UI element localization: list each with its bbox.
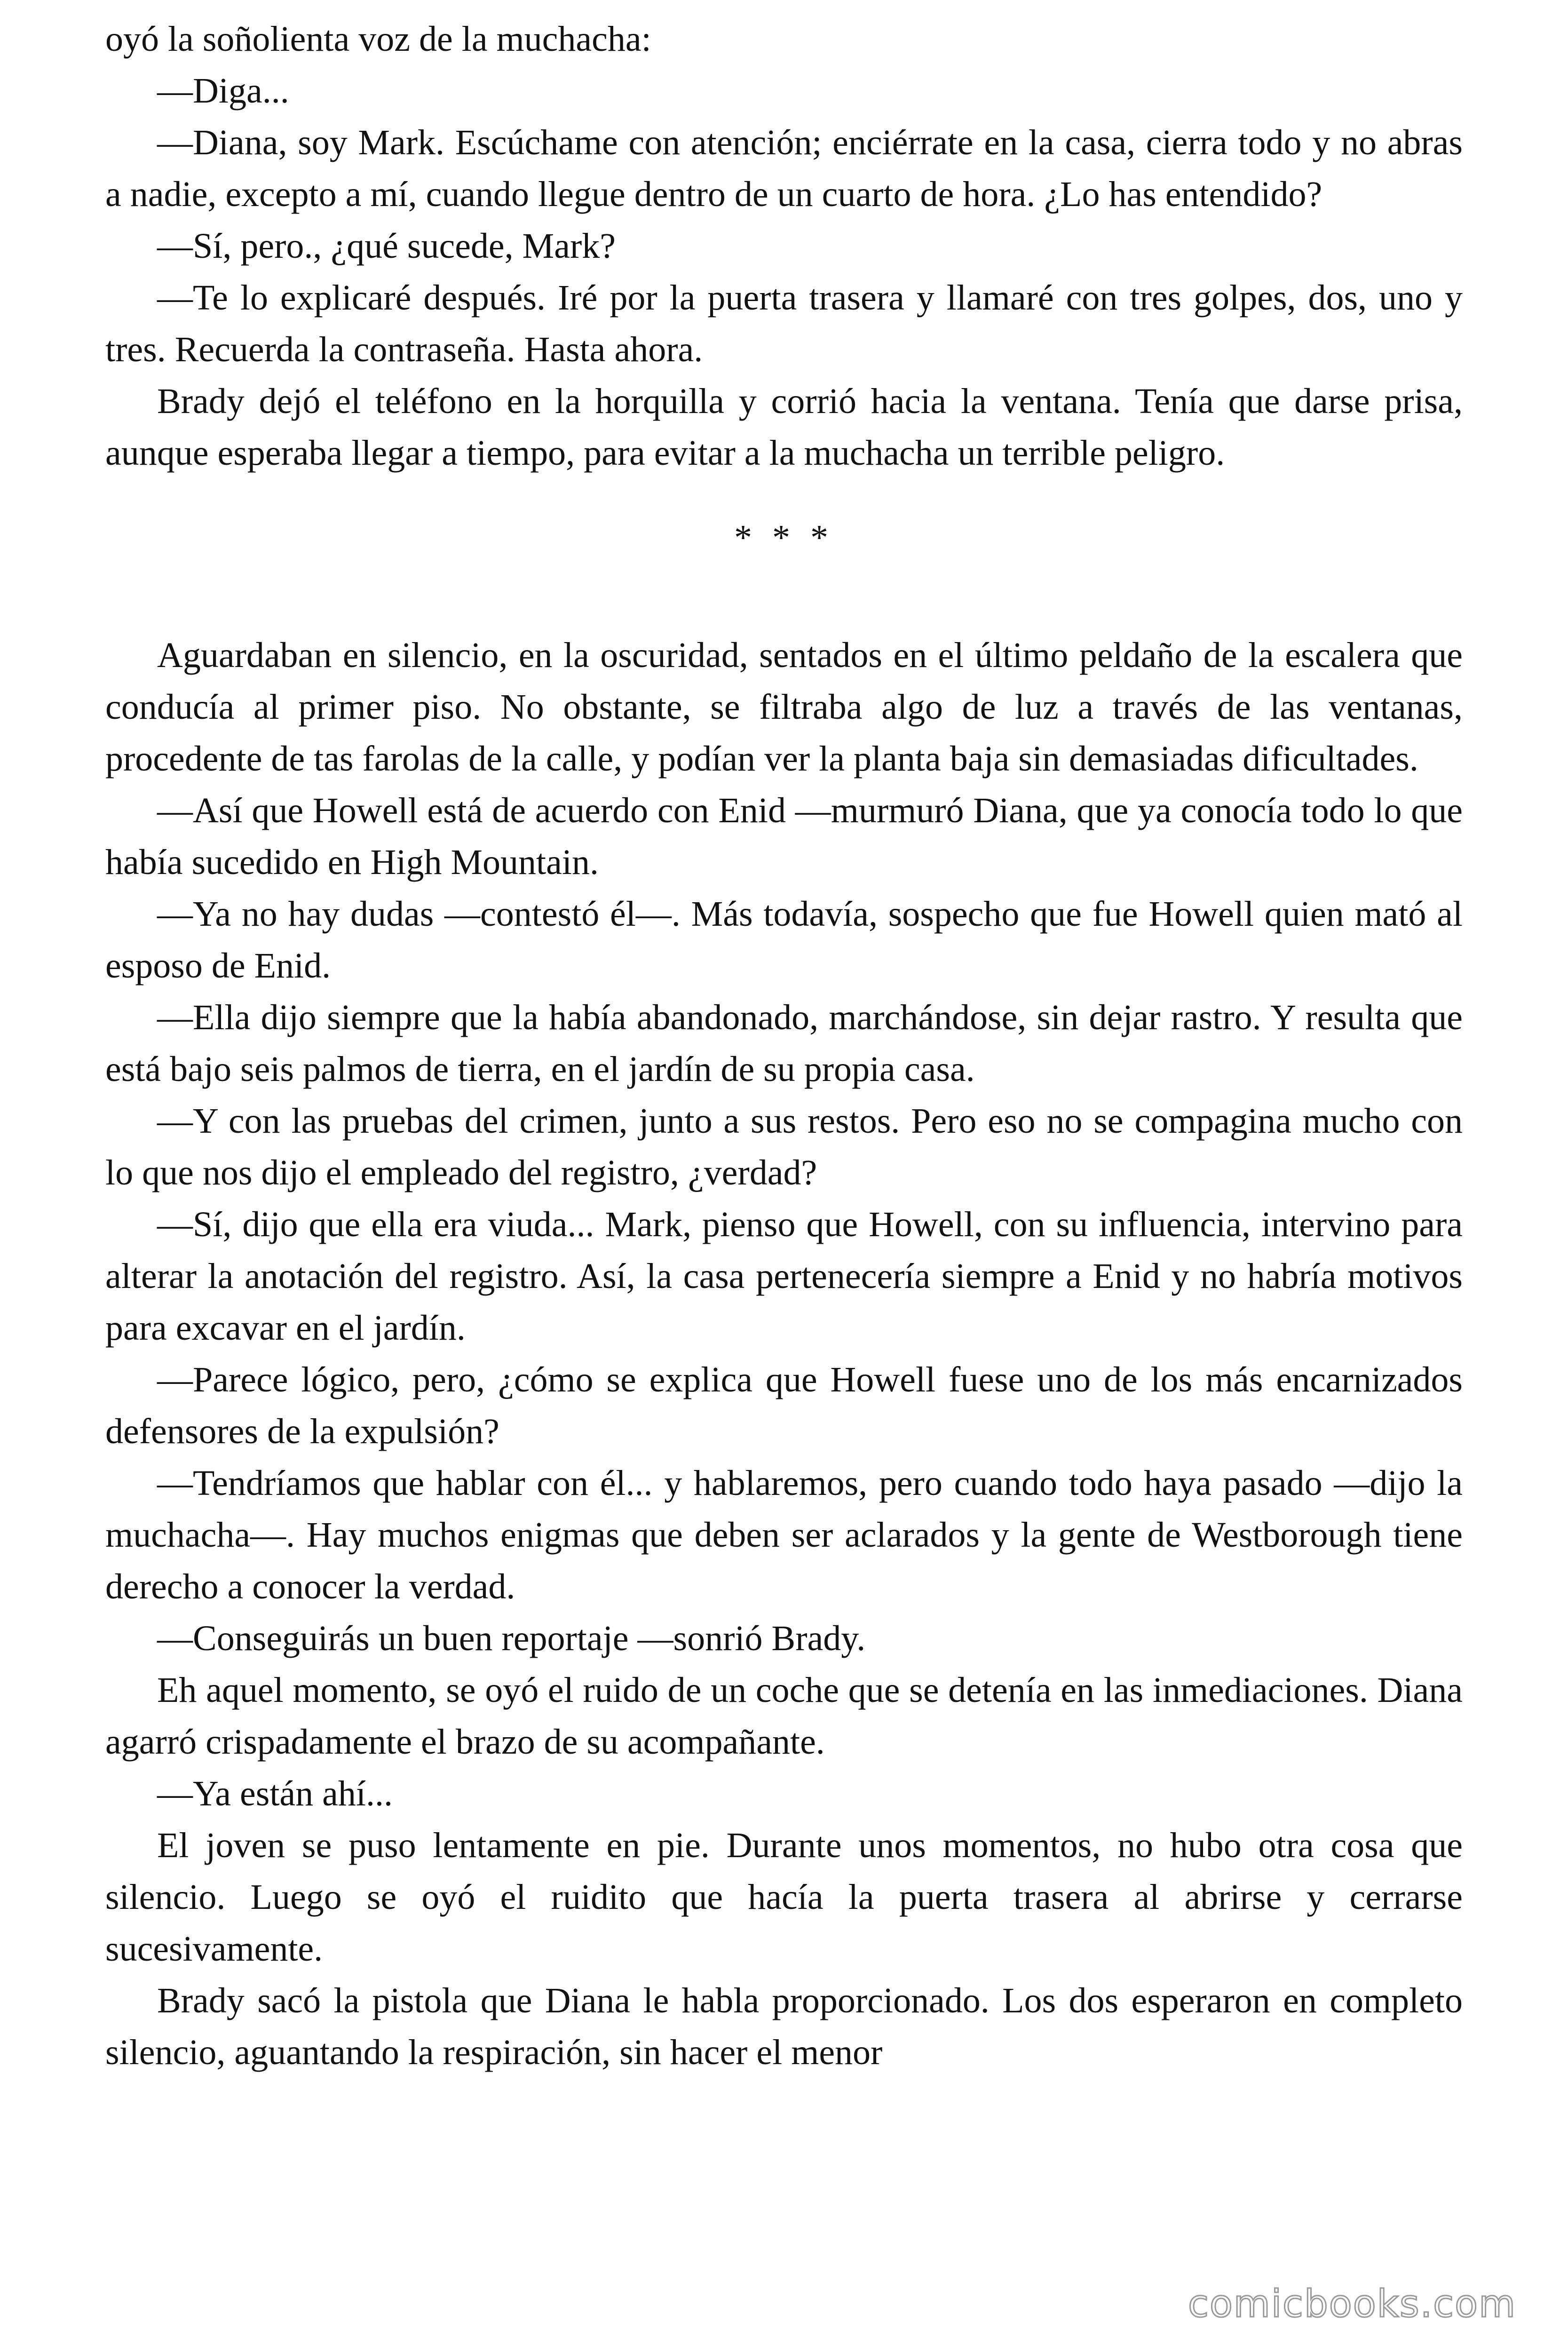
watermark: comicbooks.com <box>1188 2282 1516 2326</box>
paragraph: El joven se puso lentamente en pie. Durante unos momentos, no hubo otra cosa que silencio. Luego se oyó el ruidito que hacía la puerta trasera al abrirse y cerrarse sucesivamente. <box>105 1826 1463 1969</box>
paragraph: —Tendríamos que hablar con él... y hablaremos, pero cuando todo haya pasado —dijo la muchacha—. Hay muchos enigmas que deben ser aclarados y la gente de Westborough tiene derecho a conocer la verdad. <box>105 1463 1463 1606</box>
paragraph: —Parece lógico, pero, ¿cómo se explica que Howell fuese uno de los más encarnizados defensores de la expulsión? <box>105 1360 1463 1451</box>
paragraph: Eh aquel momento, se oyó el ruido de un coche que se detenía en las inmediaciones. Diana agarró crispadamente el brazo de su acompañante. <box>105 1670 1463 1762</box>
paragraph: —Sí, dijo que ella era viuda... Mark, pienso que Howell, con su influencia, intervino para alterar la anotación del registro. Así, la casa pertenecería siempre a Enid y no habría motivos para excavar en el jardín. <box>105 1205 1463 1348</box>
paragraph: —Ya están ahí... <box>157 1774 393 1813</box>
paragraph: —Y con las pruebas del crimen, junto a sus restos. Pero eso no se compagina mucho con lo que nos dijo el empleado del registro, ¿verdad? <box>105 1101 1463 1192</box>
paragraph: —Ya no hay dudas —contestó él—. Más todavía, sospecho que fue Howell quien mató al esposo de Enid. <box>105 894 1463 985</box>
paragraph: —Sí, pero., ¿qué sucede, Mark? <box>157 226 616 266</box>
paragraph: —Conseguirás un buen reportaje —sonrió Brady. <box>157 1619 866 1658</box>
book-page <box>105 13 1463 2078</box>
paragraph: Brady sacó la pistola que Diana le habla proporcionado. Los dos esperaron en completo silencio, aguantando la respiración, sin hacer el menor <box>105 1981 1463 2072</box>
paragraph: Aguardaban en silencio, en la oscuridad, sentados en el último peldaño de la escalera que conducía al primer piso. No obstante, se filtraba algo de luz a través de las ventanas, procedente de tas farolas de la calle, y podían ver la planta baja sin demasiadas dificultades. <box>105 636 1463 779</box>
paragraph: Brady dejó el teléfono en la horquilla y corrió hacia la ventana. Tenía que darse prisa, aunque esperaba llegar a tiempo, para evitar a la muchacha un terrible peligro. <box>105 381 1463 473</box>
paragraph: —Diana, soy Mark. Escúchame con atención; enciérrate en la casa, cierra todo y no abras a nadie, excepto a mí, cuando llegue dentro de un cuarto de hora. ¿Lo has entendido? <box>105 123 1463 214</box>
paragraph: —Ella dijo siempre que la había abandonado, marchándose, sin dejar rastro. Y resulta que está bajo seis palmos de tierra, en el jardín de su propia casa. <box>105 998 1463 1089</box>
paragraph: —Te lo explicaré después. Iré por la puerta trasera y llamaré con tres golpes, dos, uno y tres. Recuerda la contraseña. Hasta ahora. <box>105 278 1463 369</box>
scene-break: * * * <box>734 518 834 557</box>
paragraph: oyó la soñolienta voz de la muchacha: <box>105 19 651 59</box>
paragraph: —Así que Howell está de acuerdo con Enid —murmuró Diana, que ya conocía todo lo que había sucedido en High Mountain. <box>105 791 1463 882</box>
paragraph: —Diga... <box>157 71 289 111</box>
